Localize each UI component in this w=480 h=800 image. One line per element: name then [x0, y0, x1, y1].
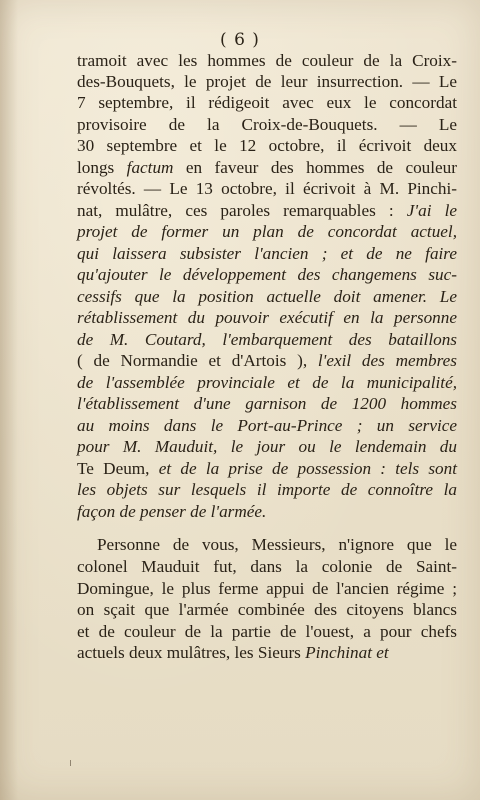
text-line: [77, 135, 457, 157]
text-segment: révoltés. — Le 13 octobre, il écrivoit à M. Pinchi-: [77, 179, 457, 198]
italic-text-segment: rétablissement du pouvoir exécutif en la personne: [77, 308, 457, 327]
text-line: [77, 71, 457, 93]
text-segment: en faveur des hommes de couleur: [173, 158, 457, 177]
italic-text-segment: projet de former un plan de concordat actuel,: [77, 222, 457, 241]
italic-text-segment: de l'assemblée provinciale et de la municipalité,: [77, 373, 457, 392]
text-segment: tramoit avec les hommes de couleur de la Croix-: [77, 51, 457, 70]
text-segment: provisoire de la Croix-de-Bouquets. — Le: [77, 115, 457, 134]
text-line: [77, 350, 457, 372]
paper-speck: [70, 760, 71, 766]
text-segment: actuels deux mulâtres, les Sieurs: [77, 643, 306, 662]
text-line: [77, 436, 457, 458]
page-number: ( 6 ): [220, 30, 260, 50]
text-line: [77, 329, 457, 351]
text-segment: 7 septembre, il rédigeoit avec eux le concordat: [77, 93, 457, 112]
text-line: [77, 50, 457, 72]
text-line: [77, 114, 457, 136]
italic-text-segment: J'ai le: [406, 201, 458, 220]
italic-text-segment: qu'ajouter le développement des changemens suc-: [77, 265, 457, 284]
italic-text-segment: l'exil des membres: [317, 351, 457, 370]
text-line: [77, 578, 457, 600]
text-segment: Personne de vous, Messieurs, n'ignore que le: [97, 535, 457, 554]
text-line: [77, 599, 457, 621]
text-line: [77, 393, 457, 415]
text-line: [77, 243, 457, 265]
text-segment: colonel Mauduit fut, dans la colonie de Saint-: [77, 557, 457, 576]
italic-text-segment: qui laissera subsister l'ancien ; et de ne faire: [77, 244, 457, 263]
text-segment: Te Deum,: [77, 459, 159, 478]
italic-text-segment: au moins dans le Port-au-Prince ; un service: [77, 416, 457, 435]
text-line: [77, 501, 457, 523]
italic-text-segment: pour M. Mauduit, le jour ou le lendemain du: [77, 437, 457, 456]
italic-text-segment: factum: [126, 158, 174, 177]
text-line: [97, 534, 457, 556]
italic-text-segment: cessifs que la position actuelle doit amener. Le: [77, 287, 457, 306]
text-line: [77, 286, 457, 308]
text-line: [77, 642, 457, 664]
text-segment: on sçait que l'armée combinée des citoyens blancs: [77, 600, 457, 619]
text-line: [77, 178, 457, 200]
text-segment: nat, mulâtre, ces paroles remarquables :: [77, 201, 407, 220]
italic-text-segment: de M. Coutard, l'embarquement des bataillons: [77, 330, 457, 349]
text-line: [77, 479, 457, 501]
text-line: [77, 415, 457, 437]
text-segment: 30 septembre et le 12 octobre, il écrivoit deux: [77, 136, 457, 155]
text-line: [77, 157, 457, 179]
italic-text-segment: et de la prise de possession : tels sont: [158, 459, 458, 478]
text-line: [77, 556, 457, 578]
text-line: [77, 92, 457, 114]
text-line: [77, 372, 457, 394]
text-line: [77, 200, 457, 222]
text-line: [77, 221, 457, 243]
text-line: [77, 621, 457, 643]
italic-text-segment: les objets sur lesquels il importe de connoître la: [77, 480, 457, 499]
text-segment: des-Bouquets, le projet de leur insurrection. — Le: [77, 72, 457, 91]
text-line: [77, 307, 457, 329]
italic-text-segment: l'établissement d'une garnison de 1200 hommes: [77, 394, 457, 413]
text-line: [77, 264, 457, 286]
italic-text-segment: façon de penser de l'armée.: [77, 502, 267, 521]
text-segment: ( de Normandie et d'Artois ),: [77, 351, 318, 370]
text-line: [77, 458, 457, 480]
text-segment: longs: [77, 158, 127, 177]
italic-text-segment: Pinchinat et: [305, 643, 389, 662]
text-segment: et de couleur de la partie de l'ouest, a pour chefs: [77, 622, 457, 641]
text-segment: Domingue, le plus ferme appui de l'ancien régime ;: [77, 579, 457, 598]
